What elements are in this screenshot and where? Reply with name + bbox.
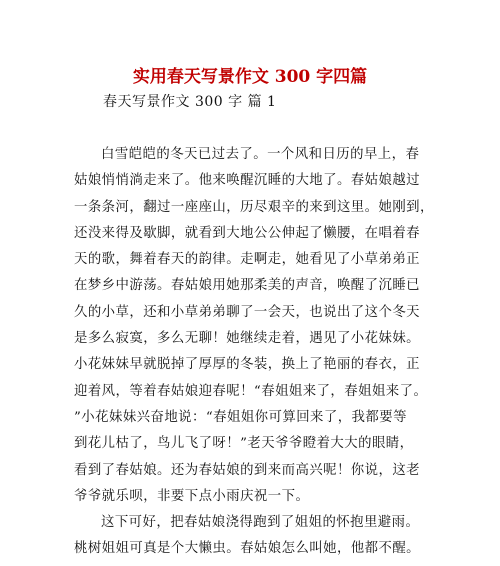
essay-body (74, 142, 434, 563)
document-title: 实用春天写景作文 300 字四篇 (132, 67, 368, 87)
essay-line: 一条条河，翻过一座座山，历尽艰辛的来到这里。她刚到， (74, 199, 434, 215)
essay-line: 久的小草，还和小草弟弟聊了一会天，也说出了这个冬天 (74, 304, 421, 320)
essay-line: 小花妹妹早就脱掉了厚厚的冬装，换上了艳丽的春衣，正 (74, 357, 421, 373)
essay-line: 这下可好，把春姑娘浇得跑到了姐姐的怀抱里避雨。 (101, 515, 420, 531)
essay-line: 桃树姐姐可真是个大懒虫。春姑娘怎么叫她，他都不醒。 (74, 541, 421, 557)
essay-line: 到花儿枯了，鸟儿飞了呀！”老天爷爷瞪着大大的眼睛， (74, 436, 414, 452)
essay-line: 爷爷就乐呗，非要下点小雨庆祝一下。 (74, 488, 310, 504)
essay-line: 天的歌，舞着春天的韵律。走啊走，她看见了小草弟弟正 (74, 252, 421, 268)
essay-line: 还没来得及歇脚，就看到大地公公伸起了懒腰，在唱着春 (74, 225, 421, 241)
essay-line: 看到了春姑娘。还为春姑娘的到来而高兴呢！你说，这老 (74, 462, 421, 478)
essay-line: 姑娘悄悄淌走来了。他来唤醒沉睡的大地了。春姑娘越过 (74, 173, 421, 189)
essay-line: 白雪皑皑的冬天已过去了。一个风和日历的早上，春 (101, 147, 420, 162)
essay-line: 在梦乡中游荡。春姑娘用她那柔美的声音，唤醒了沉睡已 (74, 278, 421, 294)
essay-line: 迎着风，等着春姑娘迎春呢！“春姐姐来了，春姐姐来了。 (74, 383, 428, 399)
section-subtitle: 春天写景作文 300 字 篇 1 (103, 94, 277, 110)
essay-line: 是多么寂寞，多么无聊！她继续走着，遇见了小花妹妹。 (74, 331, 421, 347)
essay-line: ”小花妹妹兴奋地说：“春姐姐你可算回来了，我都要等 (74, 409, 407, 425)
